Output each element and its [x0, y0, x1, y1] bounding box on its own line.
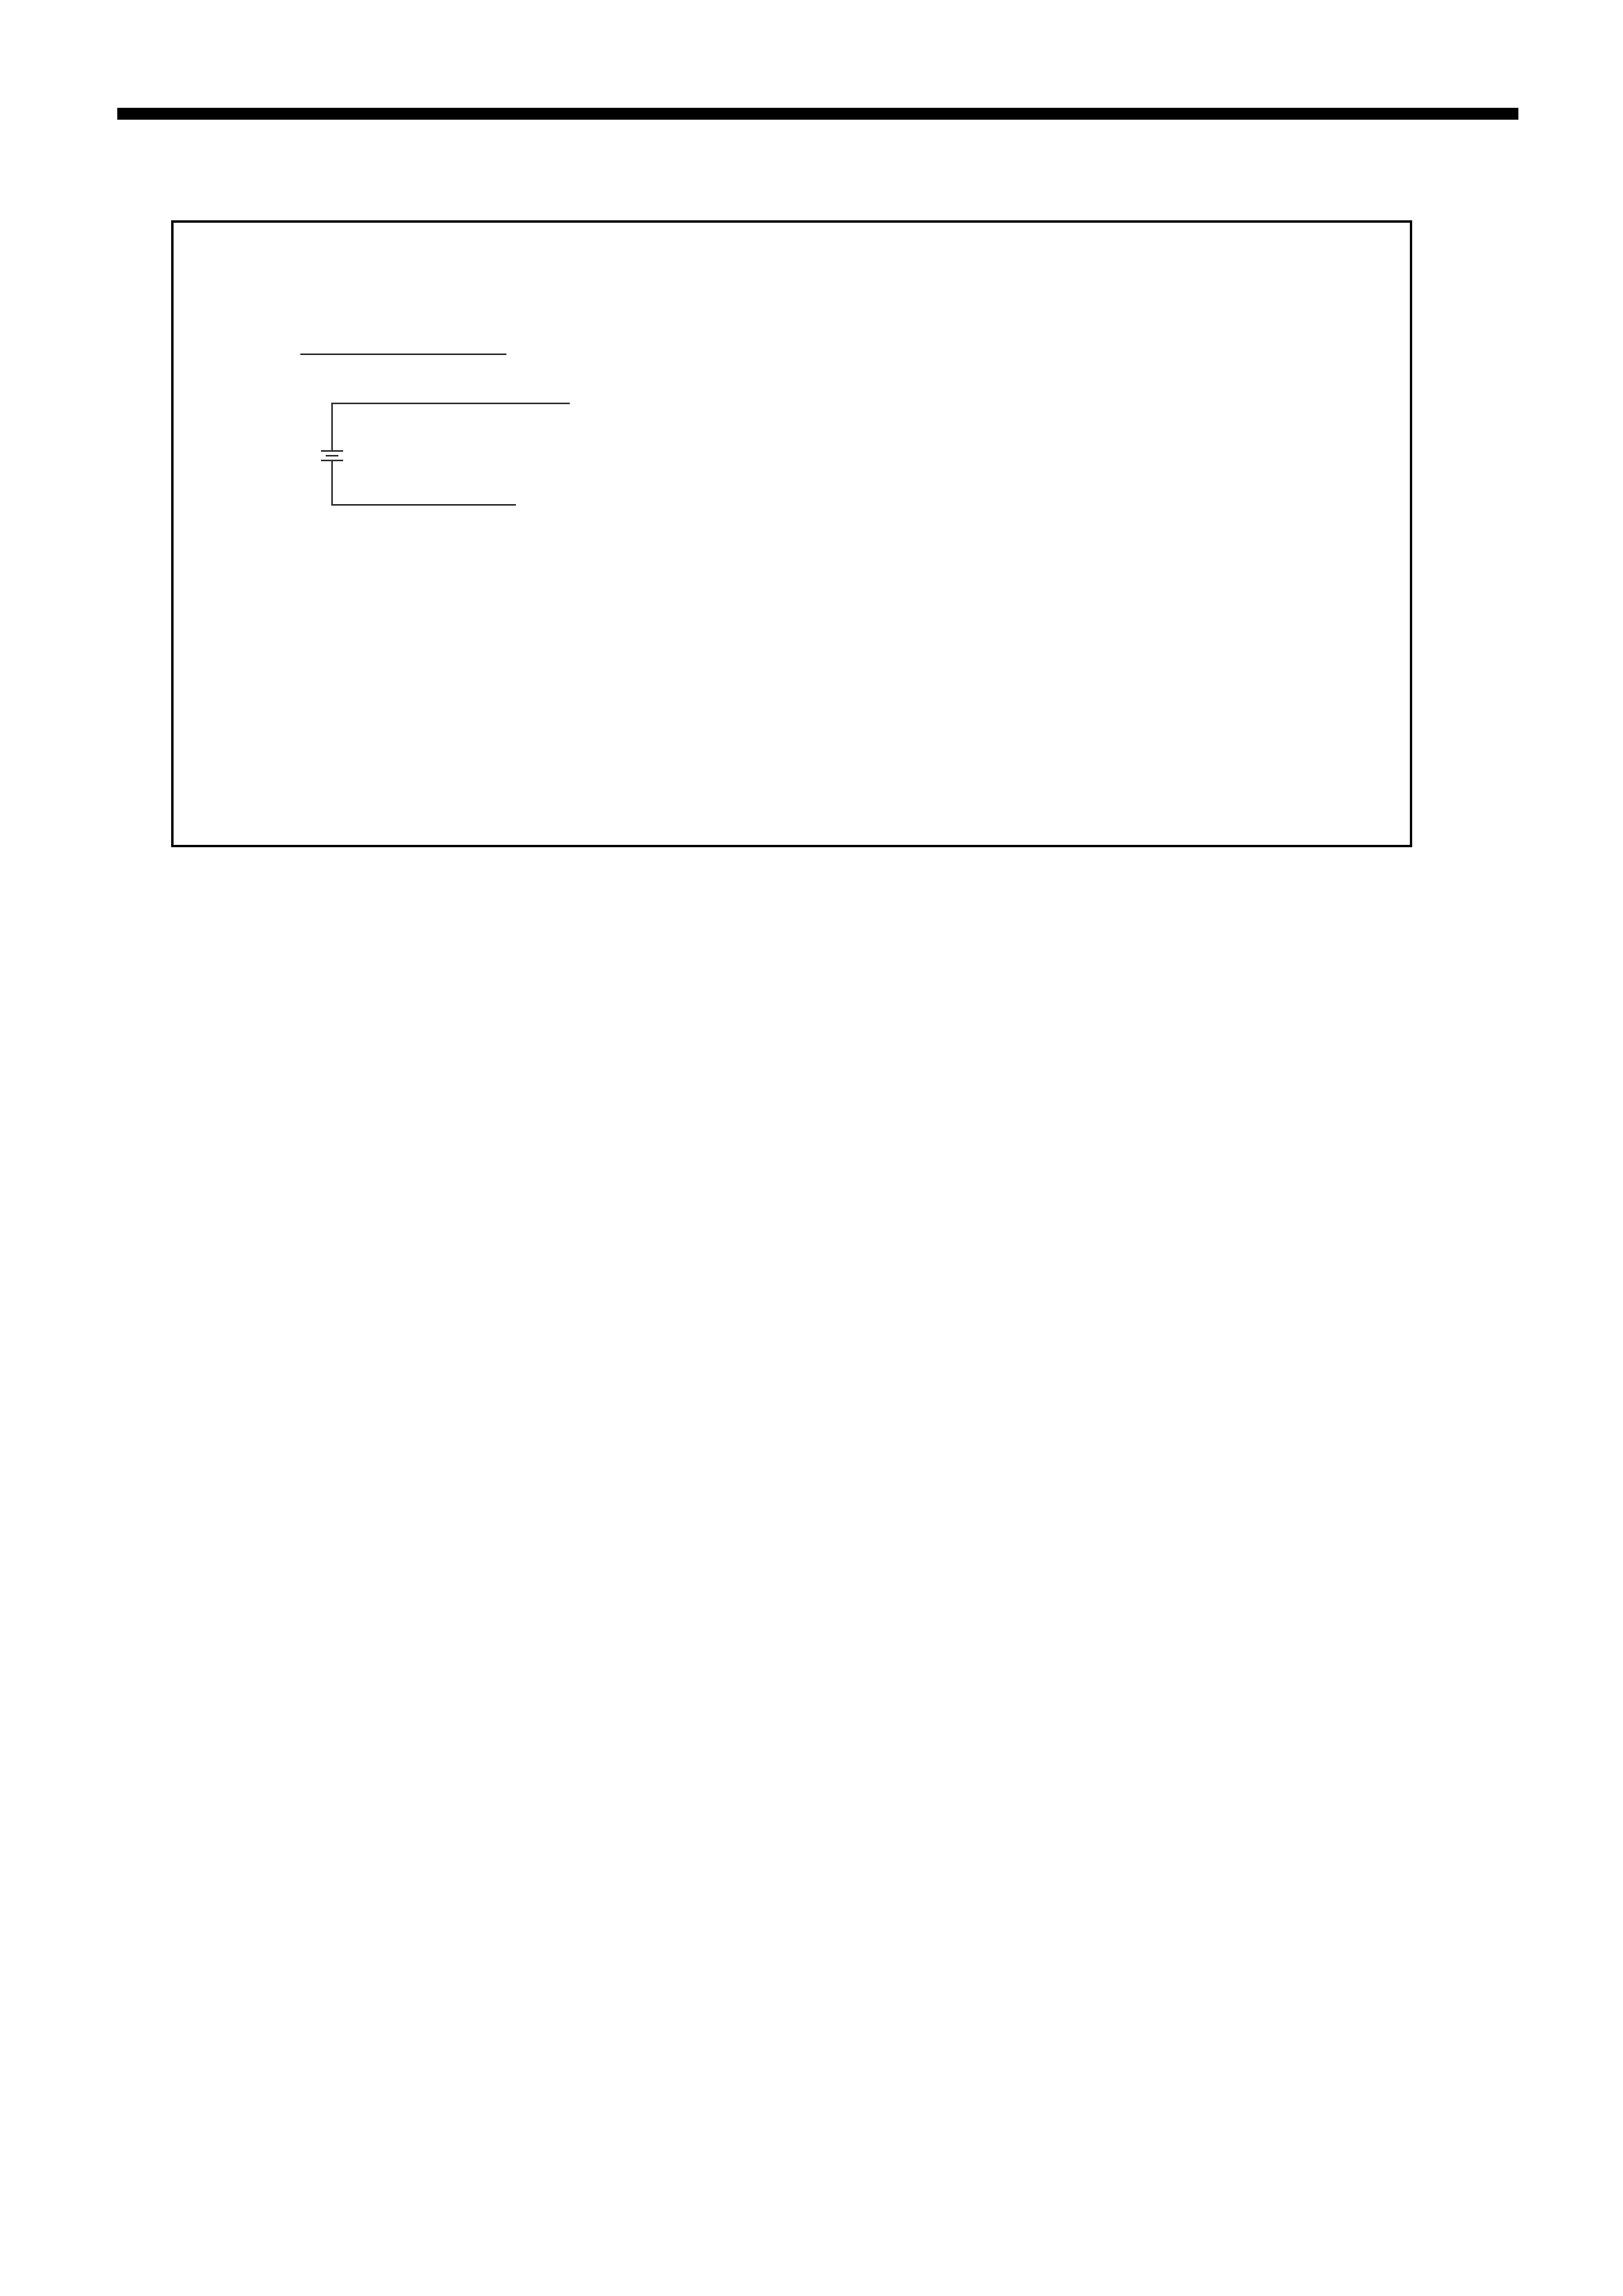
fig11-circuit — [300, 354, 570, 505]
header-rule — [117, 108, 1518, 120]
fig11-box — [171, 220, 1412, 847]
